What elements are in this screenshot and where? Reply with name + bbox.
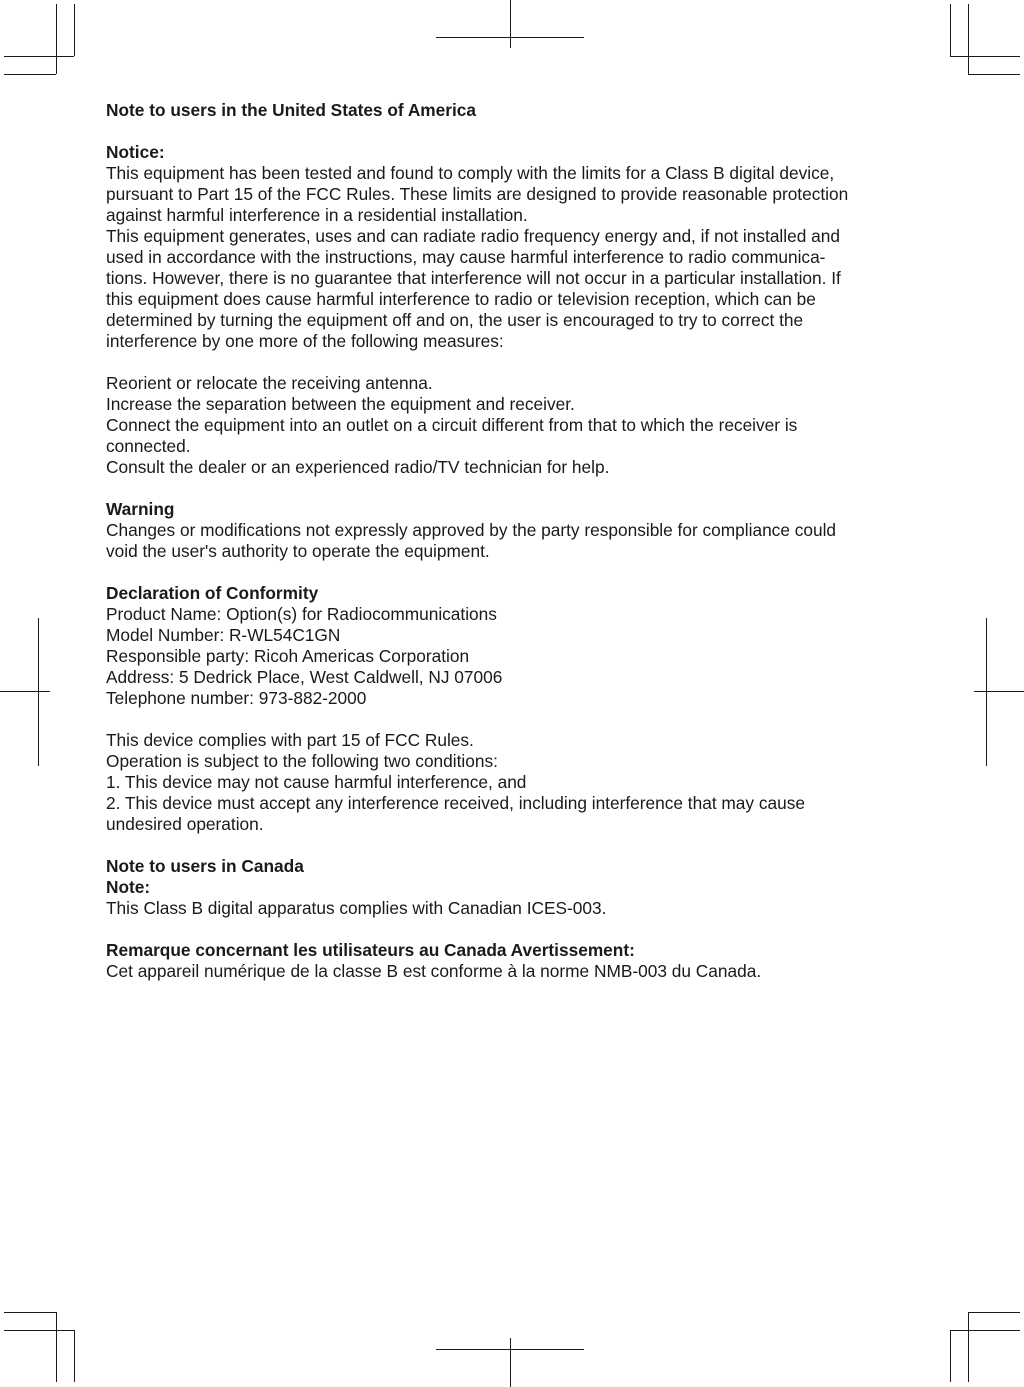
model-number-value: R-WL54C1GN: [228, 625, 341, 645]
registration-mark: [38, 618, 39, 766]
declaration-heading: Declaration of Conformity: [106, 583, 319, 603]
crop-mark: [74, 4, 75, 56]
compliance-line: 2. This device must accept any interference received, including interference that may cause: [106, 793, 805, 813]
compliance-line: This device complies with part 15 of FCC Rules.: [106, 730, 474, 750]
registration-mark: [986, 618, 987, 766]
model-number-row: [106, 625, 926, 646]
crop-mark: [968, 4, 969, 74]
registration-mark: [0, 691, 50, 692]
canada-note-label: Note:: [106, 877, 151, 897]
measure-item: Reorient or relocate the receiving antenna.: [106, 373, 433, 393]
compliance-line: 1. This device may not cause harmful interference, and: [106, 772, 527, 792]
product-name-label: Product Name:: [106, 604, 222, 624]
crop-mark: [56, 4, 57, 74]
notice-line: this equipment does cause harmful interference to radio or television reception, which can be: [106, 289, 816, 309]
notice-line: determined by turning the equipment off and on, the user is encouraged to try to correct the: [106, 310, 804, 330]
notice-line: against harmful interference in a residential installation.: [106, 205, 528, 225]
canada-heading: Note to users in Canada: [106, 856, 304, 876]
measure-item: Increase the separation between the equipment and receiver.: [106, 394, 575, 414]
measure-item: connected.: [106, 436, 191, 456]
crop-mark: [950, 4, 951, 56]
notice-line: interference by one more of the following measures:: [106, 331, 504, 351]
crop-mark: [4, 1312, 56, 1313]
product-name-row: [106, 604, 926, 625]
crop-mark: [4, 1330, 74, 1331]
french-text: Cet appareil numérique de la classe B est conforme à la norme NMB-003 du Canada.: [106, 961, 762, 981]
french-heading: Remarque concernant les utilisateurs au Canada Avertissement:: [106, 940, 635, 960]
crop-mark: [950, 1330, 951, 1382]
measure-item: Consult the dealer or an experienced radio/TV technician for help.: [106, 457, 610, 477]
notice-line: used in accordance with the instructions, may cause harmful interference to radio communica-: [106, 247, 826, 267]
compliance-line: Operation is subject to the following two conditions:: [106, 751, 498, 771]
notice-line: pursuant to Part 15 of the FCC Rules. These limits are designed to provide reasonable protection: [106, 184, 849, 204]
crop-mark: [968, 74, 1020, 75]
address: Address: 5 Dedrick Place, West Caldwell, NJ 07006: [106, 667, 503, 687]
crop-mark: [968, 1312, 1020, 1313]
warning-heading: Warning: [106, 499, 175, 519]
crop-mark: [4, 56, 74, 57]
model-number-label: Model Number:: [106, 625, 225, 645]
canada-note-text: This Class B digital apparatus complies with Canadian ICES-003.: [106, 898, 607, 918]
crop-mark: [56, 1312, 57, 1382]
document-body: [106, 100, 926, 982]
crop-mark: [74, 1330, 75, 1382]
registration-mark: [974, 691, 1024, 692]
crop-mark: [950, 56, 1020, 57]
warning-line: void the user's authority to operate the equipment.: [106, 541, 490, 561]
crop-mark: [4, 74, 56, 75]
compliance-line: undesired operation.: [106, 814, 264, 834]
crop-mark: [968, 1312, 969, 1382]
notice-label: Notice:: [106, 142, 165, 162]
telephone-number: Telephone number: 973-882-2000: [106, 688, 367, 708]
us-heading: Note to users in the United States of America: [106, 100, 477, 120]
registration-mark: [510, 0, 511, 48]
warning-line: Changes or modifications not expressly approved by the party responsible for compliance could: [106, 520, 837, 540]
notice-line: This equipment has been tested and found to comply with the limits for a Class B digital device,: [106, 163, 835, 183]
notice-line: tions. However, there is no guarantee that interference will not occur in a particular installation. If: [106, 268, 841, 288]
registration-mark: [510, 1338, 511, 1387]
crop-mark: [950, 1330, 1020, 1331]
product-name-value: Option(s) for Radiocommunications: [226, 604, 497, 624]
measure-item: Connect the equipment into an outlet on a circuit different from that to which the receiver is: [106, 415, 798, 435]
responsible-party: Responsible party: Ricoh Americas Corporation: [106, 646, 470, 666]
notice-line: This equipment generates, uses and can radiate radio frequency energy and, if not installed and: [106, 226, 840, 246]
